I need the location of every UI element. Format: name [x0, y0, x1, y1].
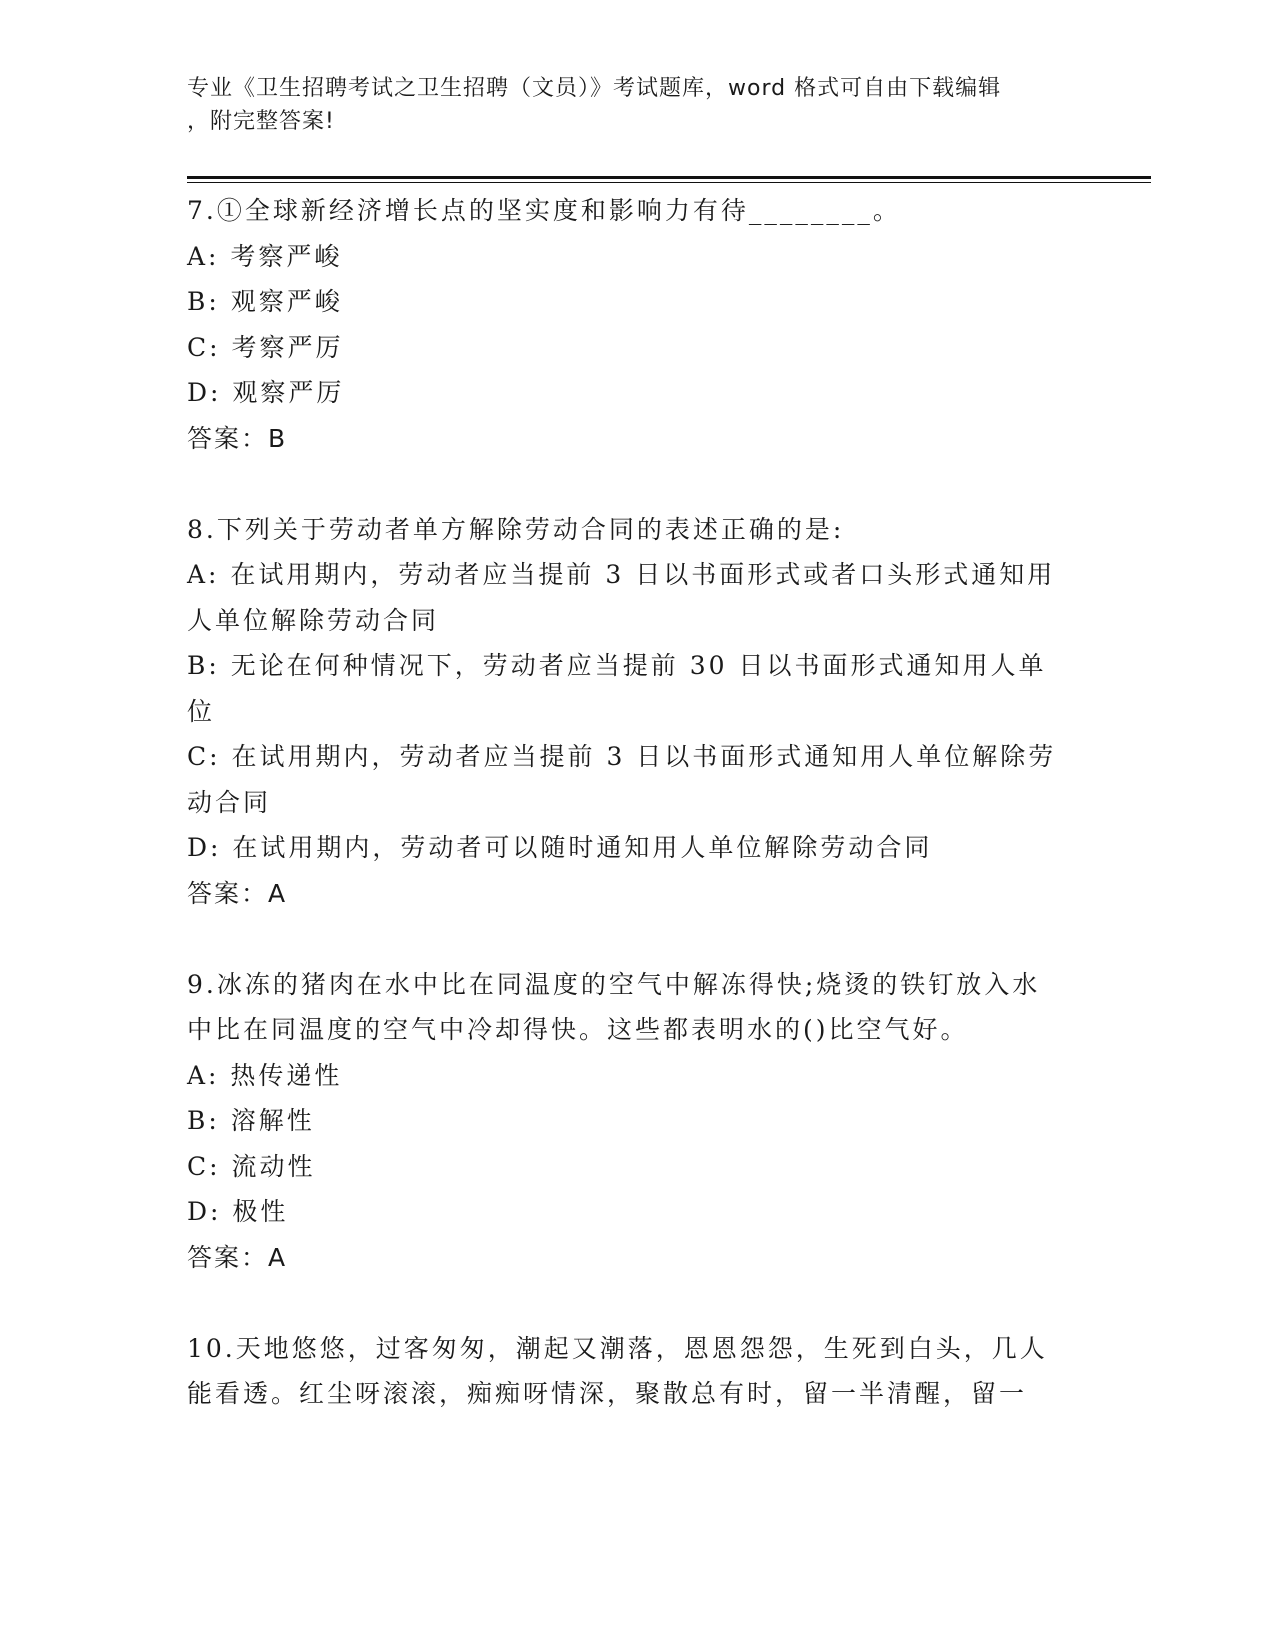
question-7-option-c: C: 考察严厉	[187, 332, 344, 362]
question-9-stem: 9.冰冻的猪肉在水中比在同温度的空气中解冻得快;烧烫的铁钉放入水	[187, 969, 1041, 999]
question-9	[187, 962, 1067, 1281]
question-7-option-a: A: 考察严峻	[187, 241, 343, 271]
question-10	[187, 1326, 1067, 1417]
question-8-option-a-cont: 人单位解除劳动合同	[187, 605, 440, 635]
question-8	[187, 507, 1067, 917]
header-line-1: 专业《卫生招聘考试之卫生招聘（文员）》考试题库，word 格式可自由下载编辑	[187, 76, 1002, 101]
question-9-option-c: C: 流动性	[187, 1151, 316, 1181]
question-8-option-d: D: 在试用期内，劳动者可以随时通知用人单位解除劳动合同	[187, 833, 933, 862]
question-7	[187, 188, 1067, 461]
question-9-answer: 答案：A	[187, 1242, 288, 1272]
question-9-option-a: A: 热传递性	[187, 1060, 343, 1090]
question-9-option-d: D: 极性	[187, 1197, 289, 1226]
question-7-stem: 7.①全球新经济增长点的坚实度和影响力有待________。	[187, 196, 901, 225]
question-8-option-c: C: 在试用期内，劳动者应当提前 3 日以书面形式通知用人单位解除劳	[187, 742, 1057, 771]
question-8-option-c-cont: 动合同	[187, 787, 272, 817]
question-8-answer: 答案：A	[187, 878, 288, 908]
question-8-option-b: B: 无论在何种情况下，劳动者应当提前 30 日以书面形式通知用人单	[187, 651, 1047, 680]
question-10-stem-cont: 能看透。红尘呀滚滚，痴痴呀情深，聚散总有时，留一半清醒，留一	[187, 1379, 1028, 1408]
question-10-stem: 10.天地悠悠，过客匆匆，潮起又潮落，恩恩怨怨，生死到白头，几人	[187, 1333, 1048, 1363]
question-9-stem-cont: 中比在同温度的空气中冷却得快。这些都表明水的()比空气好。	[187, 1015, 969, 1044]
document-header	[187, 72, 1067, 138]
spacer	[187, 461, 1067, 507]
question-8-stem: 8.下列关于劳动者单方解除劳动合同的表述正确的是:	[187, 514, 845, 544]
header-divider-thin	[187, 182, 1151, 183]
header-divider-thick	[187, 176, 1151, 179]
question-7-option-b: B: 观察严峻	[187, 287, 343, 316]
question-list	[187, 188, 1067, 1417]
question-7-answer: 答案：B	[187, 423, 288, 453]
question-8-option-b-cont: 位	[187, 696, 216, 726]
header-line-2: ，附完整答案!	[187, 109, 335, 134]
question-8-option-a: A: 在试用期内，劳动者应当提前 3 日以书面形式或者口头形式通知用	[187, 560, 1056, 589]
spacer	[187, 1280, 1067, 1326]
question-7-option-d: D: 观察严厉	[187, 378, 345, 407]
spacer	[187, 916, 1067, 962]
question-9-option-b: B: 溶解性	[187, 1106, 315, 1135]
